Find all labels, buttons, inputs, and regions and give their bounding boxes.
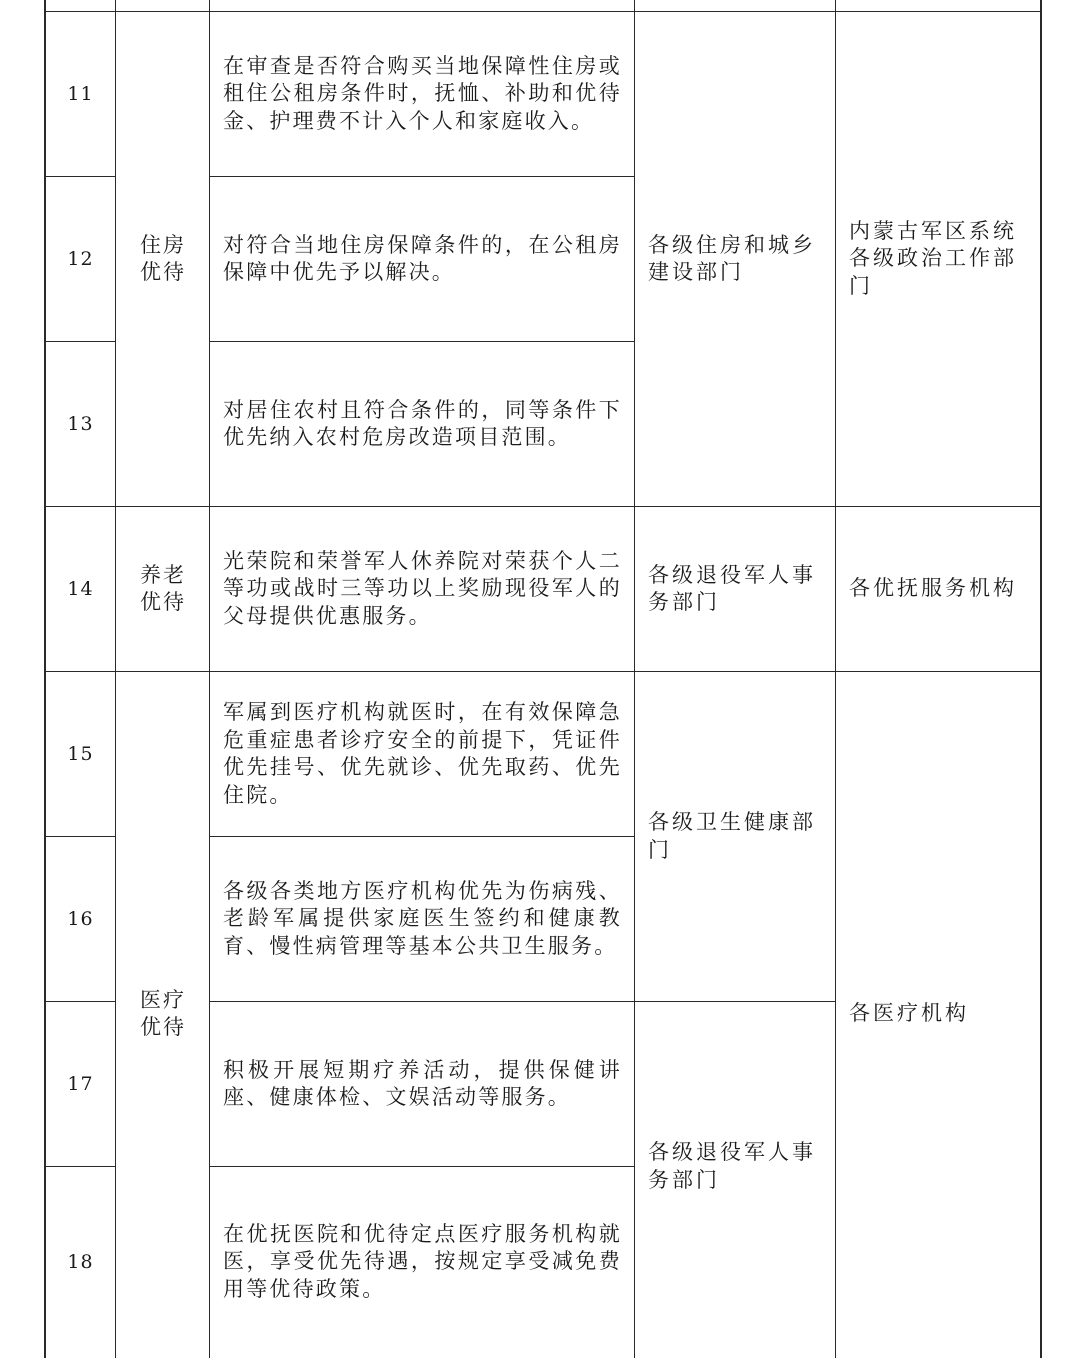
policy-content: 对居住农村且符合条件的，同等条件下优先纳入农村危房改造项目范围。 — [223, 397, 622, 449]
row-number: 18 — [67, 1251, 94, 1273]
policy-content: 各级各类地方医疗机构优先为伤病残、老龄军属提供家庭医生签约和健康教育、慢性病管理等基本公共卫生服务。 — [223, 878, 622, 958]
category-elderly — [116, 507, 209, 671]
policy-content: 军属到医疗机构就医时，在有效保障急危重症患者诊疗安全的前提下，凭证件优先挂号、优先就诊、优先取药、优先住院。 — [223, 700, 622, 807]
policy-content: 积极开展短期疗养活动，提供保健讲座、健康体检、文娱活动等服务。 — [223, 1057, 622, 1109]
responsible-department: 各级住房和城乡建设部门 — [648, 232, 816, 284]
category-housing — [116, 12, 209, 506]
responsible-department: 各级退役军人事务部门 — [648, 562, 816, 614]
category-label: 医疗优待 — [140, 988, 186, 1039]
policy-content: 对符合当地住房保障条件的，在公租房保障中优先予以解决。 — [223, 232, 622, 284]
row-number: 11 — [67, 83, 94, 105]
responsible-department: 各级卫生健康部门 — [648, 810, 816, 862]
category-label: 住房优待 — [140, 233, 186, 284]
category-medical — [116, 672, 209, 1356]
implementing-organization: 各医疗机构 — [849, 1001, 969, 1026]
policy-content: 在优抚医院和优待定点医疗服务机构就医，享受优先待遇，按规定享受减免费用等优待政策。 — [223, 1221, 622, 1301]
row-number: 14 — [67, 578, 94, 600]
policy-content: 在审查是否符合购买当地保障性住房或租住公租房条件时，抚恤、补助和优待金、护理费不计入个人和家庭收入。 — [223, 53, 622, 133]
responsible-department: 各级退役军人事务部门 — [648, 1140, 816, 1192]
implementing-organization: 各优抚服务机构 — [849, 576, 1017, 601]
row-number: 15 — [67, 743, 94, 765]
row-number: 12 — [67, 248, 94, 270]
row-number: 13 — [67, 413, 94, 435]
row-number: 16 — [67, 908, 94, 930]
policy-content: 光荣院和荣誉军人休养院对荣获个人二等功或战时三等功以上奖励现役军人的父母提供优惠服务。 — [223, 548, 622, 628]
category-label: 养老优待 — [140, 563, 186, 614]
implementing-organization: 内蒙古军区系统各级政治工作部门 — [849, 218, 1017, 298]
row-number: 17 — [67, 1073, 94, 1095]
